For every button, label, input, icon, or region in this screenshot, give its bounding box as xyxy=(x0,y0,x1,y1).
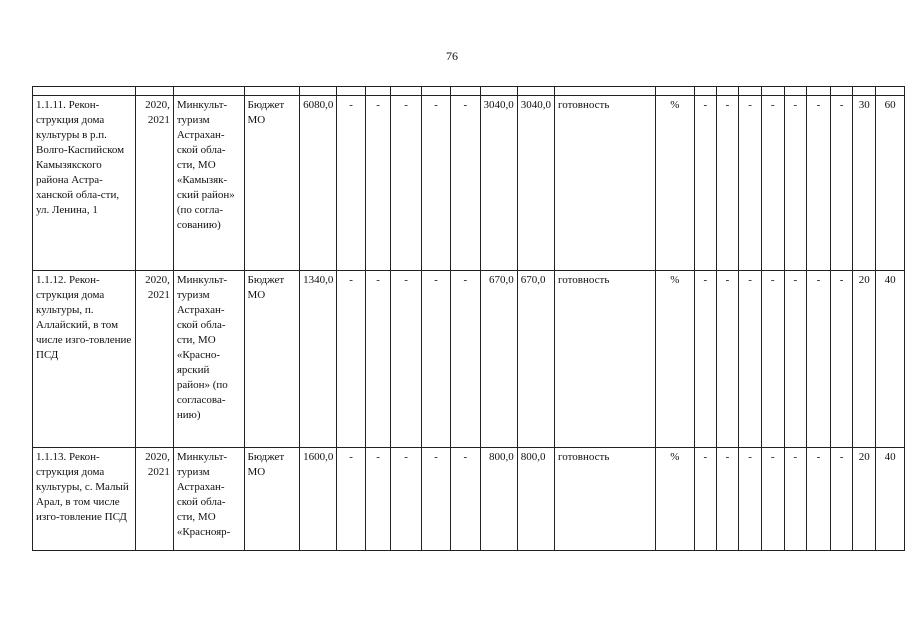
empty-indicator-cell: - xyxy=(716,96,739,271)
indicator-name-cell: готовность xyxy=(555,448,656,551)
table-row xyxy=(33,271,905,448)
total-amount-cell: 1600,0 xyxy=(300,448,337,551)
empty-value-cell: - xyxy=(391,271,421,448)
empty-indicator-cell: - xyxy=(807,448,831,551)
empty-value-cell: - xyxy=(337,448,365,551)
table-header-strip xyxy=(33,87,905,96)
empty-value-cell: - xyxy=(421,448,450,551)
indicator-name-cell: готовность xyxy=(555,96,656,271)
empty-indicator-cell: - xyxy=(807,96,831,271)
empty-indicator-cell: - xyxy=(761,448,784,551)
empty-value-cell: - xyxy=(421,271,450,448)
empty-indicator-cell: - xyxy=(784,271,807,448)
empty-value-cell: - xyxy=(337,271,365,448)
empty-value-cell: - xyxy=(391,96,421,271)
unit-cell: % xyxy=(655,96,694,271)
empty-value-cell: - xyxy=(365,271,391,448)
unit-cell: % xyxy=(655,448,694,551)
executor-cell: Минкульт-туризм Астрахан-ской обла-сти, МО «Красно-ярский район» (по согласова-нию) xyxy=(173,271,244,448)
amount-2020-cell: 3040,0 xyxy=(480,96,517,271)
amount-2021-cell: 670,0 xyxy=(517,271,554,448)
empty-indicator-cell: - xyxy=(807,271,831,448)
unit-cell: % xyxy=(655,271,694,448)
funding-source-cell: Бюджет МО xyxy=(244,271,300,448)
amount-2021-cell: 3040,0 xyxy=(517,96,554,271)
empty-value-cell: - xyxy=(451,271,480,448)
years-cell: 2020, 2021 xyxy=(136,271,174,448)
empty-indicator-cell: - xyxy=(739,448,762,551)
indicator-2021-cell: 40 xyxy=(876,448,905,551)
empty-value-cell: - xyxy=(337,96,365,271)
amount-2021-cell: 800,0 xyxy=(517,448,554,551)
measure-name-cell: 1.1.12. Рекон-струкция дома культуры, п. Аллайский, в том числе изго-товление ПСД xyxy=(33,271,136,448)
empty-indicator-cell: - xyxy=(830,96,853,271)
empty-value-cell: - xyxy=(451,448,480,551)
table-row xyxy=(33,448,905,551)
empty-indicator-cell: - xyxy=(830,448,853,551)
executor-cell: Минкульт-туризм Астрахан-ской обла-сти, МО «Краснояр- xyxy=(173,448,244,551)
empty-indicator-cell: - xyxy=(739,271,762,448)
measure-name-cell: 1.1.13. Рекон-струкция дома культуры, с. Малый Арал, в том числе изго-товление ПСД xyxy=(33,448,136,551)
empty-indicator-cell: - xyxy=(716,448,739,551)
amount-2020-cell: 800,0 xyxy=(480,448,517,551)
table-row xyxy=(33,96,905,271)
page-number: 76 xyxy=(446,49,458,63)
empty-indicator-cell: - xyxy=(739,96,762,271)
empty-indicator-cell: - xyxy=(694,96,716,271)
indicator-2021-cell: 40 xyxy=(876,271,905,448)
years-cell: 2020, 2021 xyxy=(136,448,174,551)
funding-source-cell: Бюджет МО xyxy=(244,448,300,551)
empty-indicator-cell: - xyxy=(830,271,853,448)
indicator-2020-cell: 20 xyxy=(853,271,876,448)
empty-indicator-cell: - xyxy=(784,96,807,271)
measure-name-cell: 1.1.11. Рекон-струкция дома культуры в р.п. Волго-Каспийском Камызякского района Астра-ханской обла-сти, ул. Ленина, 1 xyxy=(33,96,136,271)
indicator-name-cell: готовность xyxy=(555,271,656,448)
indicator-2021-cell: 60 xyxy=(876,96,905,271)
empty-value-cell: - xyxy=(391,448,421,551)
amount-2020-cell: 670,0 xyxy=(480,271,517,448)
empty-indicator-cell: - xyxy=(761,96,784,271)
funding-source-cell: Бюджет МО xyxy=(244,96,300,271)
empty-indicator-cell: - xyxy=(784,448,807,551)
empty-value-cell: - xyxy=(365,96,391,271)
years-cell: 2020, 2021 xyxy=(136,96,174,271)
empty-indicator-cell: - xyxy=(716,271,739,448)
total-amount-cell: 6080,0 xyxy=(300,96,337,271)
indicator-2020-cell: 30 xyxy=(853,96,876,271)
program-table xyxy=(32,86,905,551)
empty-value-cell: - xyxy=(421,96,450,271)
empty-value-cell: - xyxy=(365,448,391,551)
total-amount-cell: 1340,0 xyxy=(300,271,337,448)
indicator-2020-cell: 20 xyxy=(853,448,876,551)
empty-indicator-cell: - xyxy=(694,271,716,448)
empty-indicator-cell: - xyxy=(761,271,784,448)
empty-value-cell: - xyxy=(451,96,480,271)
empty-indicator-cell: - xyxy=(694,448,716,551)
executor-cell: Минкульт-туризм Астрахан-ской обла-сти, МО «Камызяк-ский район» (по согла-сованию) xyxy=(173,96,244,271)
